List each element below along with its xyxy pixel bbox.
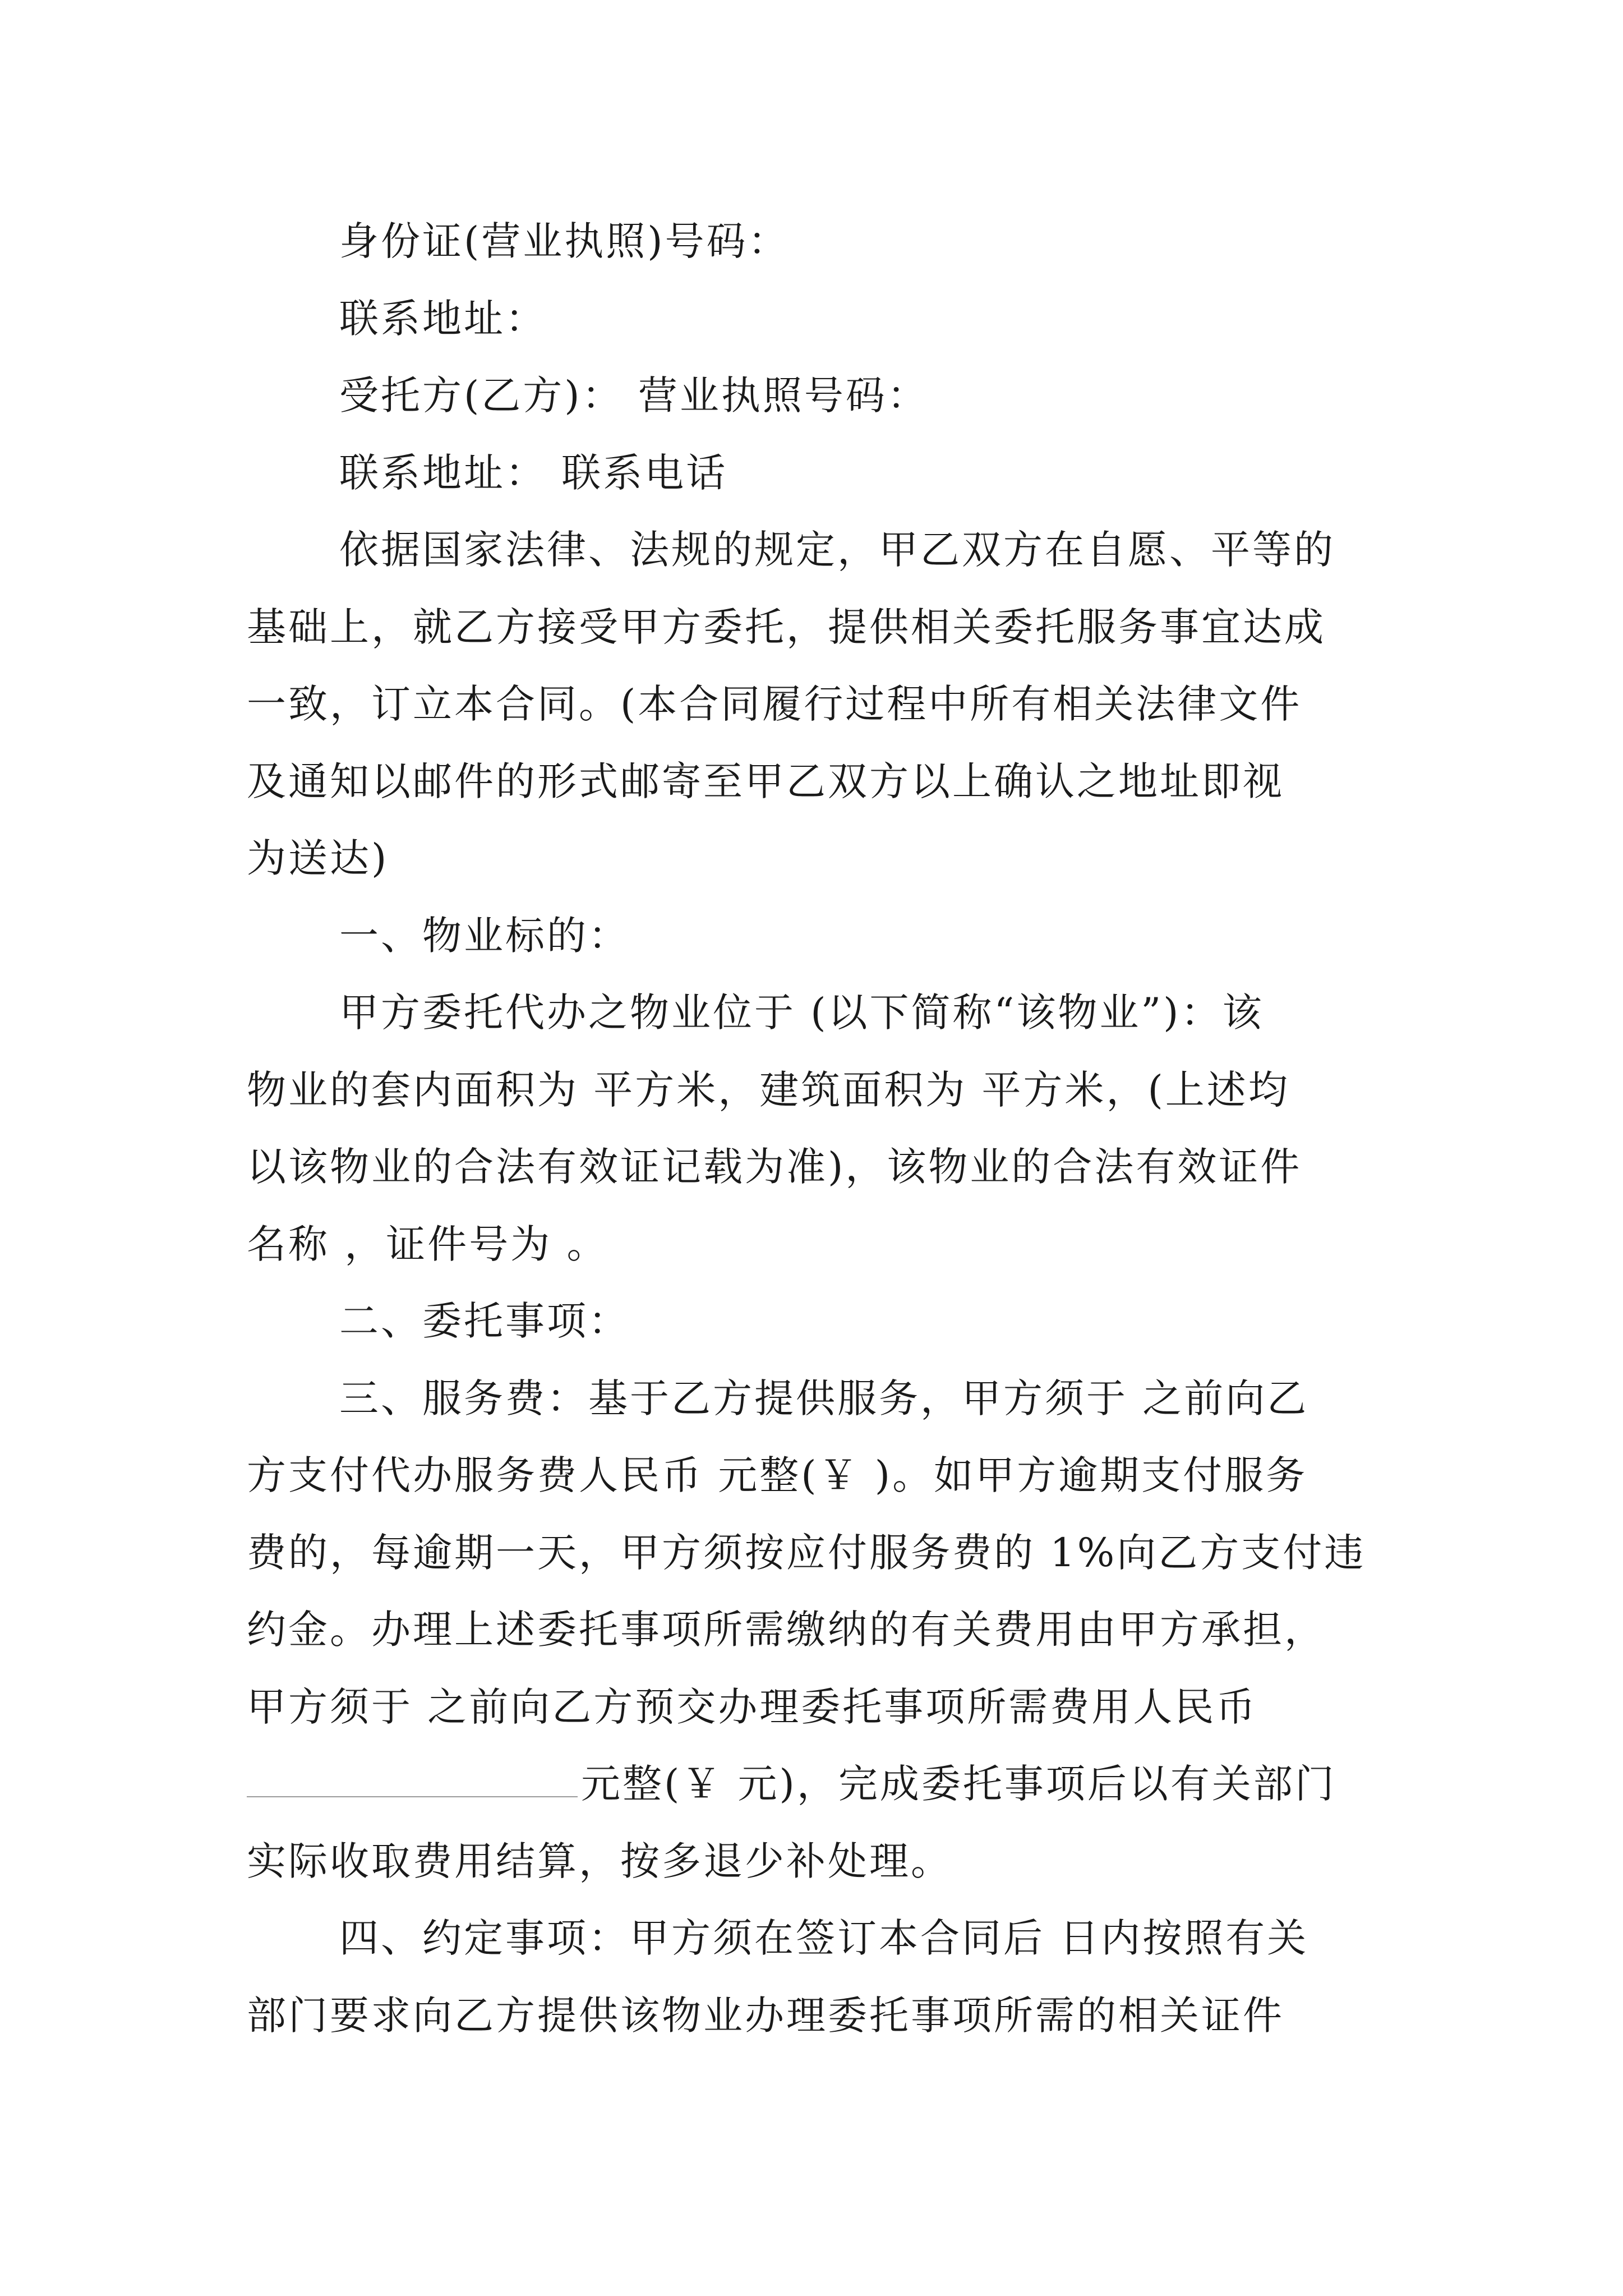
section-2-heading: 二、委托事项： [339, 1298, 630, 1344]
contact-line: 联系地址： 联系电话 [339, 450, 728, 496]
section-4-line-2: 部门要求向乙方提供该物业办理委托事项所需的相关证件 [247, 1993, 1284, 2039]
section-3-line-6 [247, 1756, 1336, 1812]
section-1-heading: 一、物业标的： [339, 913, 630, 959]
section-3-line-2: 方支付代办服务费人民币 元整(￥ )。如甲方逾期支付服务 [247, 1452, 1308, 1498]
preamble-line-5: 为送达) [247, 835, 389, 881]
section-1-line-1: 甲方委托代办之物业位于 (以下简称“该物业”)：该 [339, 990, 1264, 1036]
address-line: 联系地址： [339, 296, 547, 342]
section-3-line-1: 三、服务费：基于乙方提供服务，甲方须于 之前向乙 [339, 1375, 1309, 1421]
section-3-line-3: 费的，每逾期一天，甲方须按应付服务费的 1%向乙方支付违 [247, 1530, 1366, 1576]
section-1-line-4: 名称 ，证件号为 。 [247, 1221, 608, 1267]
section-3-line-6-text: 元整(￥ 元)，完成委托事项后以有关部门 [581, 1761, 1336, 1807]
preamble-line-2: 基础上，就乙方接受甲方委托，提供相关委托服务事宜达成 [247, 604, 1326, 650]
section-1-line-2: 物业的套内面积为 平方米，建筑面积为 平方米，(上述均 [247, 1067, 1290, 1113]
section-3-line-7: 实际收取费用结算，按多退少补处理。 [247, 1838, 952, 1884]
section-4-line-1: 四、约定事项：甲方须在签订本合同后 日内按照有关 [339, 1915, 1309, 1961]
id-number-line: 身份证(营业执照)号码： [339, 218, 790, 264]
section-3-line-5: 甲方须于 之前向乙方预交办理委托事项所需费用人民币 [247, 1684, 1258, 1730]
section-3-line-4: 约金。办理上述委托事项所需缴纳的有关费用由甲方承担， [247, 1607, 1326, 1653]
section-1-line-3: 以该物业的合法有效证记载为准)，该物业的合法有效证件 [247, 1144, 1302, 1190]
preamble-line-3: 一致，订立本合同。(本合同履行过程中所有相关法律文件 [247, 681, 1302, 727]
preamble-line-1: 依据国家法律、法规的规定，甲乙双方在自愿、平等的 [339, 527, 1335, 573]
trustee-line: 受托方(乙方)： 营业执照号码： [339, 372, 929, 418]
amount-blank-underline [247, 1760, 578, 1797]
preamble-line-4: 及通知以邮件的形式邮寄至甲乙双方以上确认之地址即视 [247, 758, 1284, 804]
